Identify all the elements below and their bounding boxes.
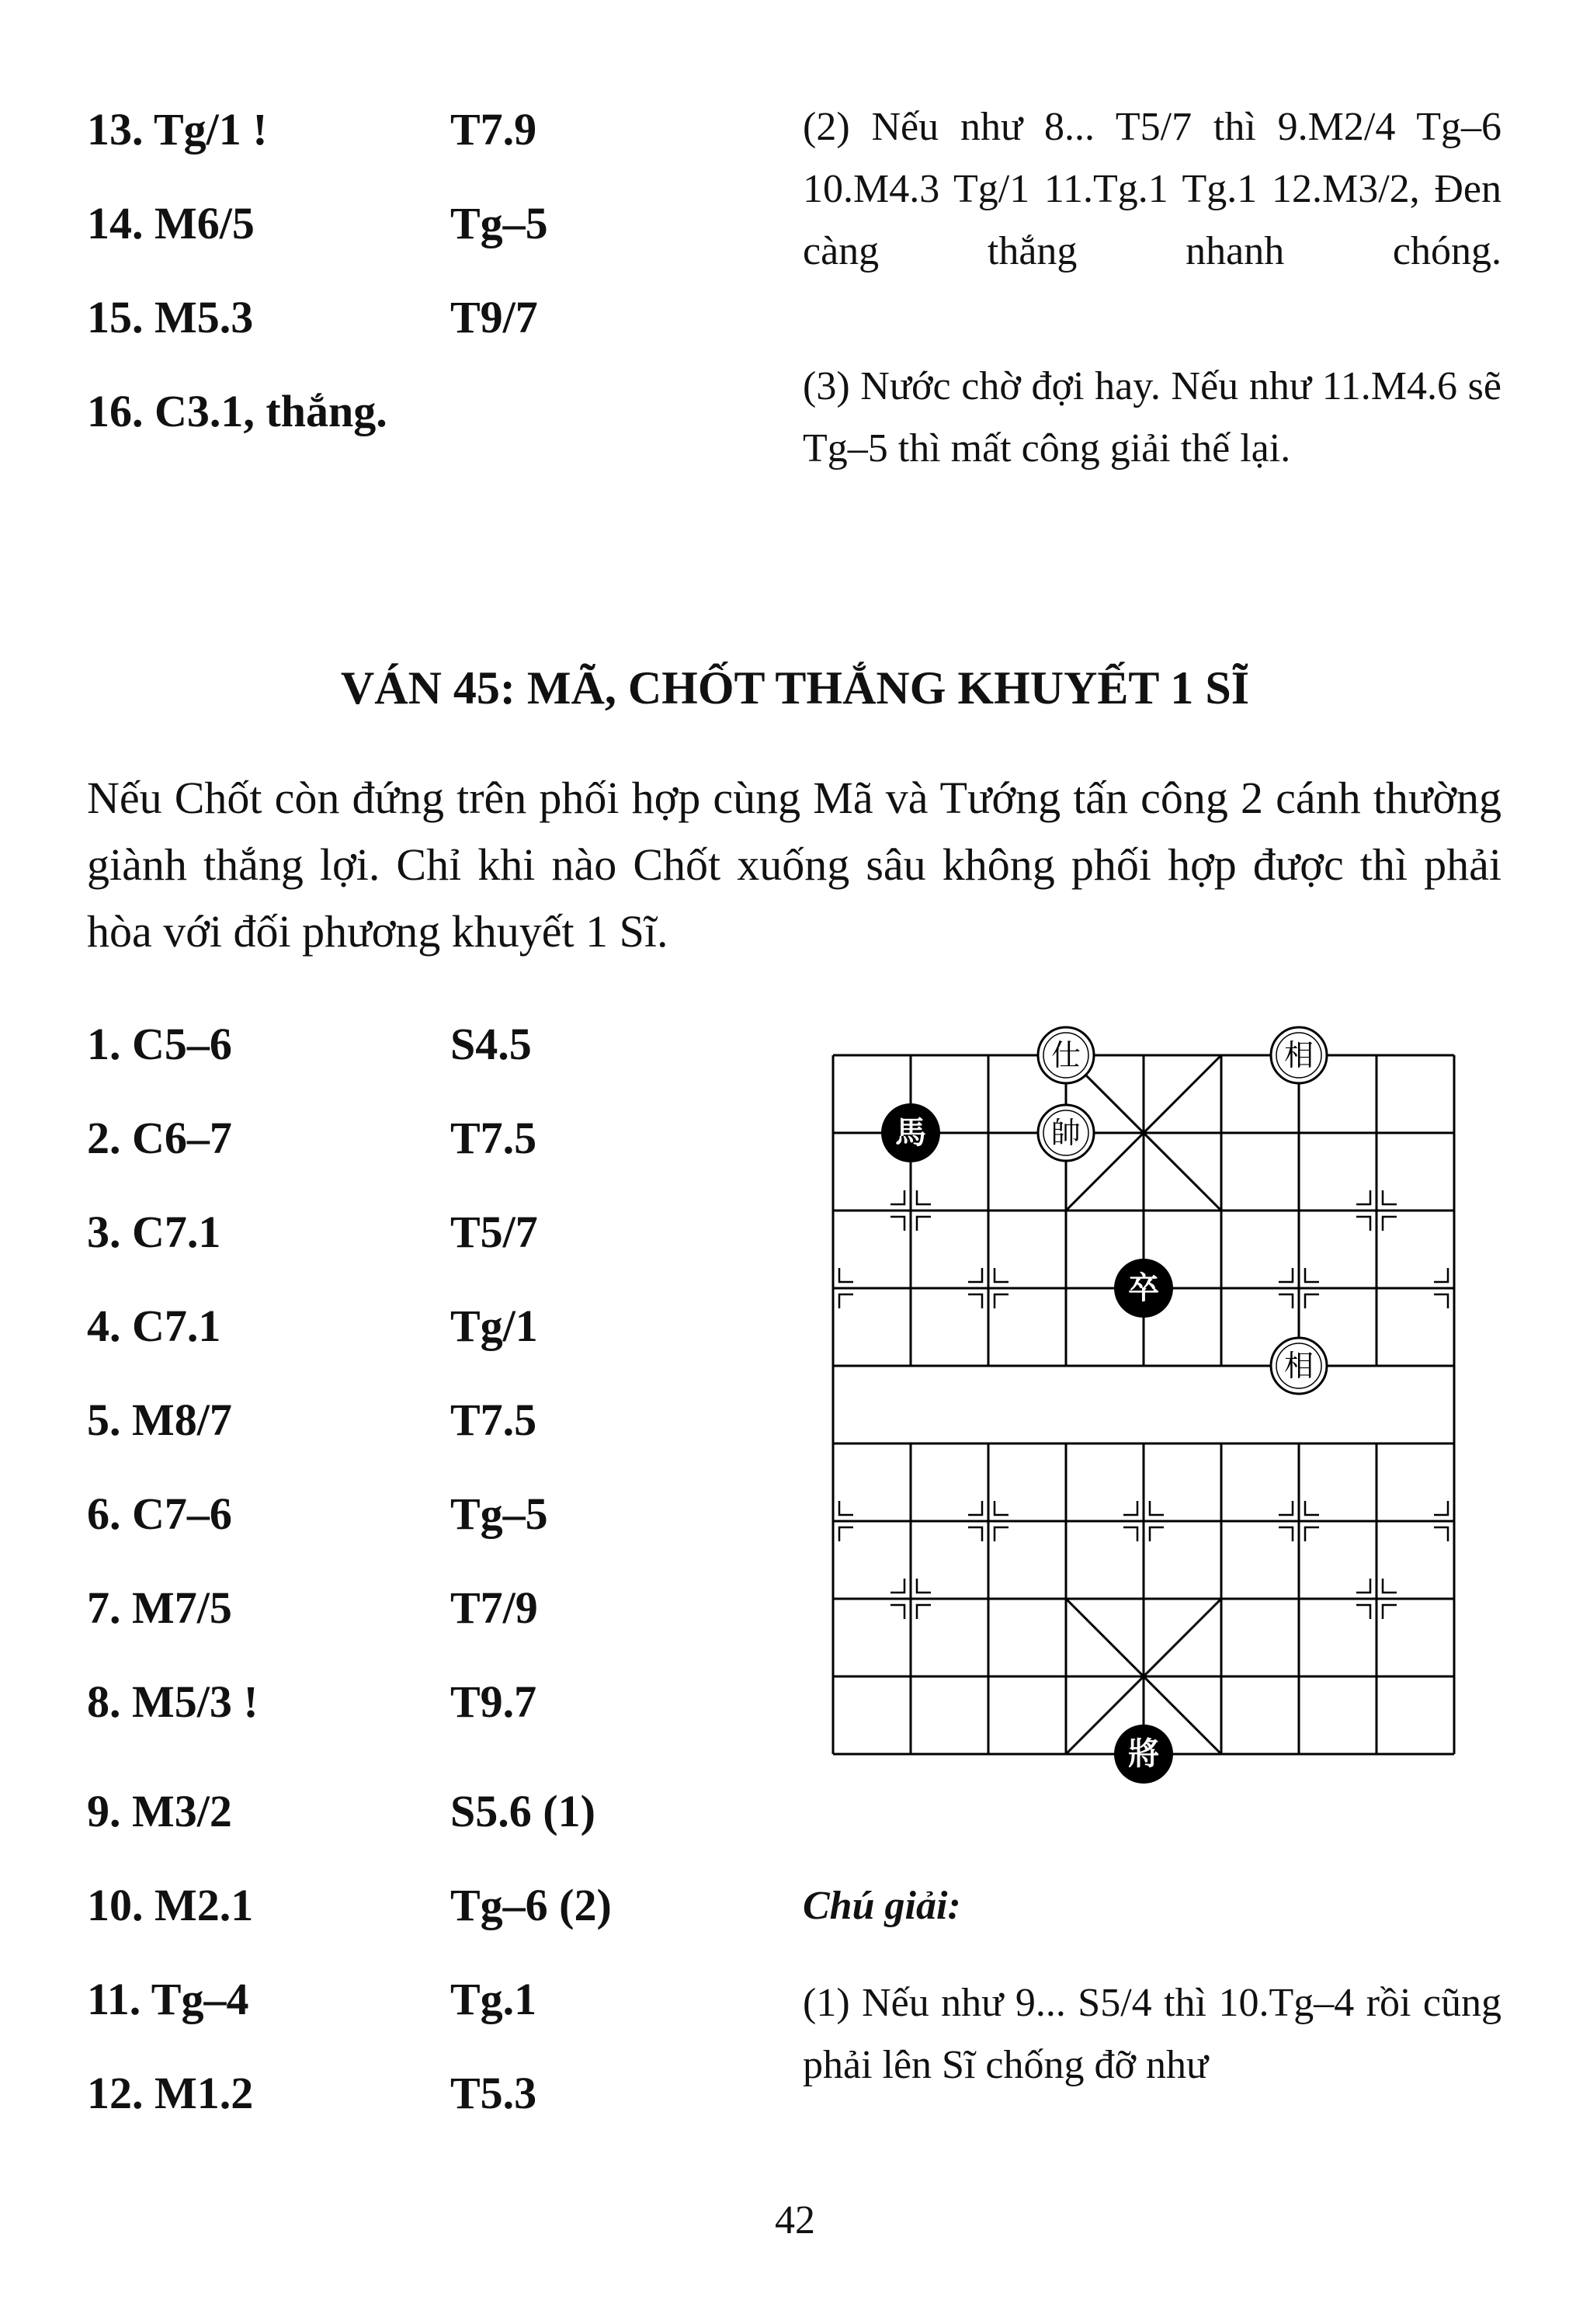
position-mark [1150, 1501, 1164, 1515]
piece-red-elephant-2 [1271, 1338, 1327, 1394]
position-mark [968, 1294, 982, 1308]
move-row [87, 1107, 724, 1169]
svg-text:將: 將 [1128, 1736, 1159, 1772]
move-row [87, 193, 724, 255]
move-white: 8. M5/3 ! [87, 1676, 259, 1727]
move-black: Tg–5 [450, 1489, 548, 1539]
move-row [87, 1968, 724, 2030]
note-3: (3) Nước chờ đợi hay. Nếu như 11.M4.6 sẽ Tg–5 thì mất công giải thế lại. [803, 364, 1501, 471]
position-mark [968, 1268, 982, 1282]
piece-black-general [1114, 1725, 1173, 1784]
board-grid [833, 1055, 1454, 1754]
position-mark [917, 1217, 931, 1231]
move-row [87, 1483, 724, 1545]
position-mark [968, 1501, 982, 1515]
position-mark [1434, 1527, 1448, 1541]
move-white: 11. Tg–4 [87, 1974, 249, 2024]
page-number: 42 [775, 2198, 815, 2242]
move-white: 9. M3/2 [87, 1786, 232, 1836]
annotations-heading: Chú giải: [803, 1884, 961, 1928]
position-mark [1279, 1527, 1293, 1541]
position-mark [917, 1579, 931, 1593]
position-mark [1123, 1527, 1137, 1541]
move-row [87, 1780, 724, 1843]
move-row [87, 1577, 724, 1639]
move-black: T7/9 [450, 1582, 538, 1633]
svg-text:馬: 馬 [895, 1115, 926, 1151]
position-mark [1383, 1217, 1397, 1231]
move-white: 5. M8/7 [87, 1395, 232, 1445]
move-white: 6. C7–6 [87, 1489, 232, 1539]
move-black: T9.7 [450, 1676, 537, 1727]
position-mark [1434, 1294, 1448, 1308]
move-black: Tg/1 [450, 1301, 538, 1351]
move-black: S5.6 (1) [450, 1786, 595, 1836]
move-white: 15. M5.3 [87, 292, 254, 342]
move-white: 16. C3.1, thắng. [87, 386, 387, 436]
move-black: Tg–5 [450, 198, 548, 248]
position-mark [1150, 1527, 1164, 1541]
move-white: 3. C7.1 [87, 1207, 221, 1257]
move-white: 14. M6/5 [87, 198, 255, 248]
xiangqi-board-diagram [823, 1009, 1491, 1809]
move-row [87, 1201, 724, 1263]
position-mark [1356, 1217, 1370, 1231]
position-mark [890, 1190, 904, 1204]
position-mark [839, 1294, 853, 1308]
section-title: VÁN 45: MÃ, CHỐT THẮNG KHUYẾT 1 SĨ [340, 662, 1250, 714]
move-black: T7.5 [450, 1113, 537, 1163]
move-black: T5.3 [450, 2068, 537, 2118]
svg-text:帥: 帥 [1050, 1116, 1081, 1150]
svg-text:相: 相 [1283, 1038, 1314, 1072]
move-white: 7. M7/5 [87, 1582, 232, 1633]
move-row [87, 1671, 724, 1733]
intro-paragraph: Nếu Chốt còn đứng trên phối hợp cùng Mã và Tướng tấn công 2 cánh thường giành thắng lợi. Chỉ khi nào Chốt xuống sâu không phối hợp được thì phải hòa với đối phương khuyết 1 Sĩ. [87, 773, 1501, 957]
position-mark [995, 1527, 1009, 1541]
position-mark [890, 1217, 904, 1231]
position-mark [839, 1501, 853, 1515]
position-mark [1434, 1501, 1448, 1515]
board-pieces [881, 1027, 1327, 1784]
move-white: 4. C7.1 [87, 1301, 221, 1351]
position-mark [1279, 1501, 1293, 1515]
move-row [87, 99, 724, 161]
position-mark [890, 1605, 904, 1619]
move-row [87, 1295, 724, 1357]
move-row [87, 380, 724, 443]
position-mark [995, 1268, 1009, 1282]
move-black: T9/7 [450, 292, 538, 342]
move-white: 12. M1.2 [87, 2068, 254, 2118]
position-mark [1383, 1190, 1397, 1204]
position-mark [839, 1527, 853, 1541]
piece-red-elephant [1271, 1027, 1327, 1083]
piece-red-general [1038, 1105, 1094, 1161]
move-white: 2. C6–7 [87, 1113, 232, 1163]
position-mark [1356, 1190, 1370, 1204]
move-row [87, 1389, 724, 1451]
position-mark [1305, 1268, 1319, 1282]
position-mark [1305, 1501, 1319, 1515]
position-mark [1305, 1294, 1319, 1308]
position-mark [1383, 1579, 1397, 1593]
position-mark [1356, 1579, 1370, 1593]
svg-text:相: 相 [1283, 1349, 1314, 1383]
move-black: S4.5 [450, 1019, 532, 1069]
position-mark [995, 1501, 1009, 1515]
position-mark [968, 1527, 982, 1541]
move-row [87, 287, 724, 349]
svg-text:仕: 仕 [1050, 1038, 1081, 1072]
position-mark [1356, 1605, 1370, 1619]
position-mark [1279, 1294, 1293, 1308]
move-black: T7.9 [450, 104, 537, 155]
move-row [87, 2062, 724, 2124]
annotation-note-1: (1) Nếu như 9... S5/4 thì 10.Tg–4 rồi cũng phải lên Sĩ chống đỡ như [803, 1981, 1501, 2087]
move-row [87, 1874, 724, 1937]
position-mark [839, 1268, 853, 1282]
position-mark [1305, 1527, 1319, 1541]
svg-text:卒: 卒 [1128, 1270, 1159, 1306]
move-white: 10. M2.1 [87, 1880, 254, 1930]
piece-black-soldier [1114, 1259, 1173, 1318]
note-2: (2) Nếu như 8... T5/7 thì 9.M2/4 Tg–6 10.M4.3 Tg/1 11.Tg.1 Tg.1 12.M3/2, Đen càng thắng nhanh chóng. [803, 105, 1501, 273]
position-mark [995, 1294, 1009, 1308]
position-mark [1279, 1268, 1293, 1282]
position-mark [1383, 1605, 1397, 1619]
position-mark [890, 1579, 904, 1593]
move-row [87, 1013, 724, 1075]
position-mark [1123, 1501, 1137, 1515]
move-white: 13. Tg/1 ! [87, 104, 268, 155]
move-black: Tg.1 [450, 1974, 537, 2024]
piece-red-advisor [1038, 1027, 1094, 1083]
position-mark [917, 1605, 931, 1619]
position-mark [917, 1190, 931, 1204]
position-mark [1434, 1268, 1448, 1282]
move-white: 1. C5–6 [87, 1019, 232, 1069]
move-black: Tg–6 (2) [450, 1880, 612, 1930]
move-black: T7.5 [450, 1395, 537, 1445]
piece-black-horse [881, 1103, 940, 1162]
move-black: T5/7 [450, 1207, 538, 1257]
